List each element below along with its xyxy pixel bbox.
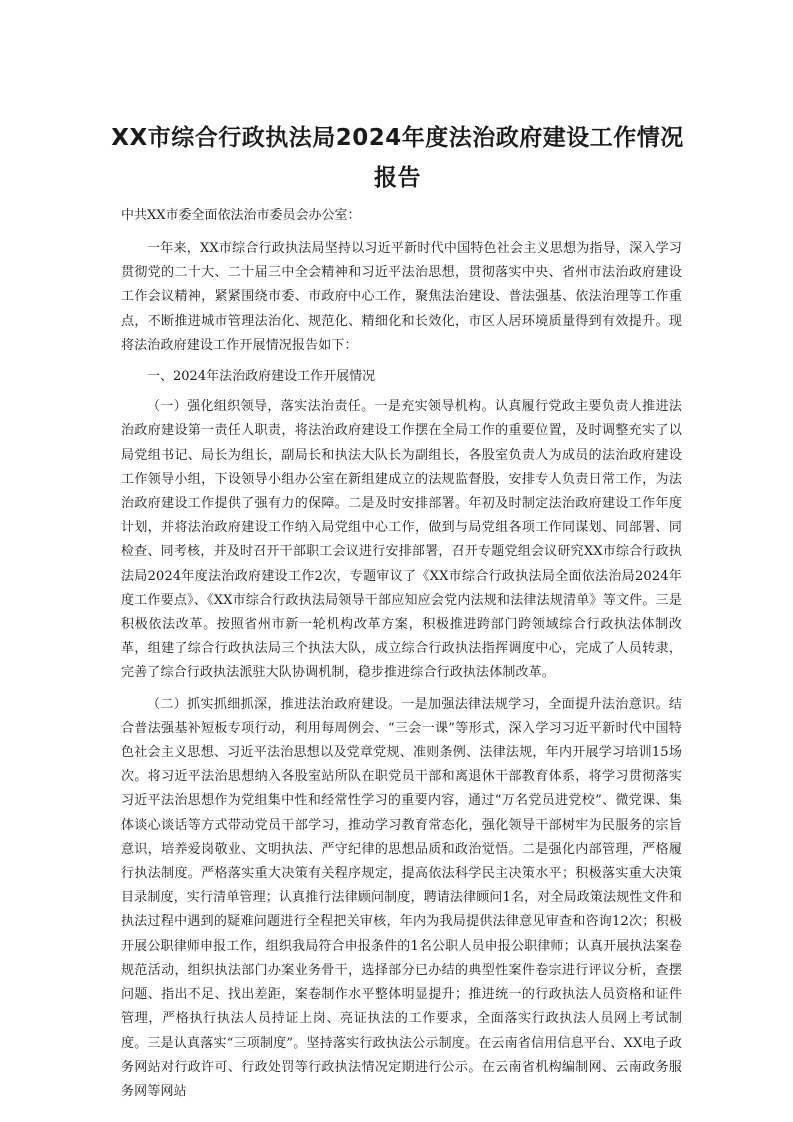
body-paragraph: （二）抓实抓细抓深，推进法治政府建设。一是加强法律法规学习，全面提升法治意识。结合普法强基补短板专项行动，利用每周例会、“三会一课”等形式，深入学习习近平新时代中国特色社会主义思想、习近平法治思想以及党章党规、准则条例、法律法规，年内开展学习培训15场次。将习近平法治思想纳入各股室站所队在职党员干部和离退休干部教育体系，将学习贯彻落实习近平法治思想作为党组集中性和经常性学习的重要内容，通过“万名党员进党校”、微党课、集体谈心谈话等方式带动党员干部学习，推动学习教育常态化，强化领导干部树牢为民服务的宗旨意识，培养爱岗敬业、文明执法、严守纪律的思想品质和政治觉悟。二是强化内部管理，严格履行执法制度。严格落实重大决策有关程序规定，提高依法科学民主决策水平；积极落实重大决策目录制度，实行清单管理；认真推行法律顾问制度，聘请法律顾问1名，对全局政策法规性文件和执法过程中遇到的疑难问题进行全程把关审核，年内为我局提供法律意见审查和咨询12次；积极开展公职律师申报工作，组织我局符合申报条件的1名公职人员申报公职律师；认真开展执法案卷规范活动，组织执法部门办案业务骨干，选择部分已办结的典型性案件卷宗进行评议分析，查摆问题、指出不足、找出差距，案卷制作水平整体明显提升；推进统一的行政执法人员资格和证件管理，严格执行执法人员持证上岗、亮证执法的工作要求，全面落实行政执法人员网上考试制度。三是认真落实“三项制度”。坚持落实行政执法公示制度。在云南省信用信息平台、XX电子政务网站对行政许可、行政处罚等行政执法情况定期进行公示。在云南省机构编制网、云南政务服务网等网站	[121, 696, 682, 1099]
section-heading: 一、2024年法治政府建设工作开展情况	[147, 369, 376, 385]
salutation: 中共XX市委全面依法治市委员会办公室：	[121, 208, 361, 223]
document-body	[121, 237, 682, 1111]
body-paragraph: （一）强化组织领导，落实法治责任。一是充实领导机构。认真履行党政主要负责人推进法治政府建设第一责任人职责，将法治政府建设工作摆在全局工作的重要位置，及时调整充实了以局党组书记、局长为组长，副局长和执法大队长为副组长，各股室负责人为成员的法治政府建设工作领导小组，下设领导小组办公室在新组建成立的法规监督股，安排专人负责日常工作，为法治政府建设工作提供了强有力的保障。二是及时安排部署。年初及时制定法治政府建设工作年度计划，并将法治政府建设工作纳入局党组中心工作，做到与局党组各项工作同谋划、同部署、同检查、同考核，并及时召开干部职工会议进行安排部署，召开专题党组会议研究XX市综合行政执法局2024年度法治政府建设工作2次，专题审议了《XX市综合行政执法局全面依法治局2024年度工作要点》、《XX市综合行政执法局领导干部应知应会党内法规和法律法规清单》等文件。三是积极依法改革。按照省州市新一轮机构改革方案，积极推进跨部门跨领域综合行政执法体制改革，组建了综合行政执法局三个执法大队，成立综合行政执法指挥调度中心，完成了人员转隶，完善了综合行政执法派驻大队协调机制，稳步推进综合行政执法体制改革。	[121, 399, 682, 681]
document-title: XX市综合行政执法局2024年度法治政府建设工作情况报告	[111, 125, 684, 191]
intro-paragraph: 一年来，XX市综合行政执法局坚持以习近平新时代中国特色社会主义思想为指导，深入学习贯彻党的二十大、二十届三中全会精神和习近平法治思想，贯彻落实中央、省州市法治政府建设工作会议精神，紧紧围绕市委、市政府中心工作，聚焦法治建设、普法强基、依法治理等工作重点，不断推进城市管理法治化、规范化、精细化和长效化，市区人居环境质量得到有效提升。现将法治政府建设工作开展情况报告如下：	[121, 241, 682, 353]
